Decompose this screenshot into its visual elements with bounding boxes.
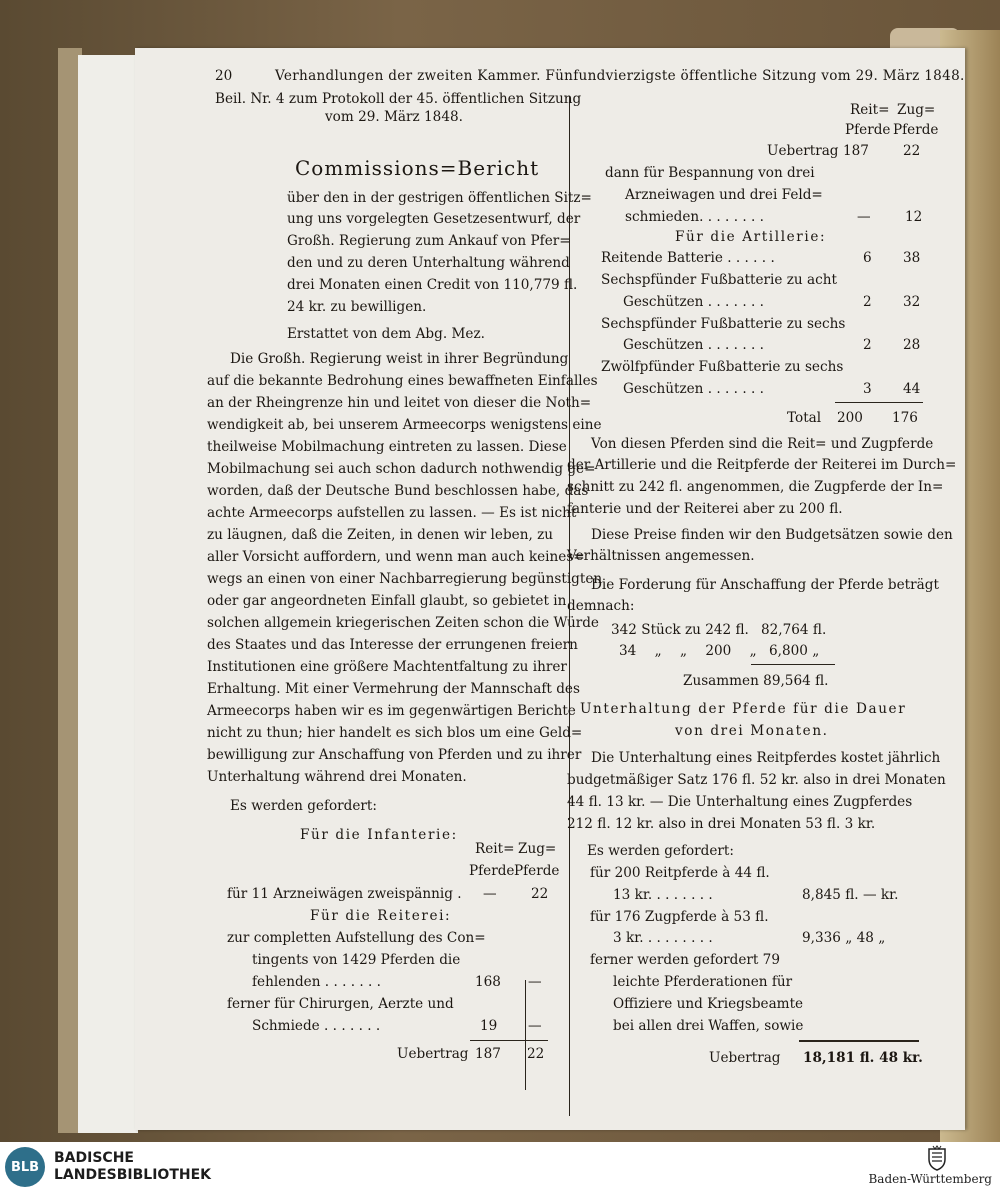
page-number: 20: [215, 68, 233, 84]
column-rule: [525, 980, 526, 1090]
zusammen-line: Zusammen 89,564 fl.: [683, 673, 829, 689]
sum-rule: [470, 1040, 548, 1041]
artillerie-heading: Für die Artillerie:: [675, 229, 827, 245]
beil-line-2: vom 29. März 1848.: [325, 109, 463, 125]
total-rule: [835, 402, 923, 403]
back-leaf: [78, 55, 138, 1133]
report-author: Erstattet von dem Abg. Mez.: [287, 326, 485, 342]
sum-rule: [799, 1040, 919, 1042]
infanterie-heading: Für die Infanterie:: [300, 827, 458, 843]
sum-rule: [751, 664, 835, 665]
coat-of-arms-icon: [926, 1145, 948, 1171]
baden-wuerttemberg-label: Baden-Württemberg: [868, 1172, 992, 1186]
unterhaltung-heading-2: von drei Monaten.: [675, 723, 829, 739]
blb-logo: BLB: [5, 1147, 45, 1187]
col-zug-head-2: Pferde: [514, 863, 560, 879]
r-col-zug-head-2: Pferde: [893, 122, 939, 138]
viewer-footer: [0, 1142, 1000, 1192]
col-reit-head-1: Reit=: [475, 841, 515, 857]
r-gefordert-label: Es werden gefordert:: [587, 843, 734, 859]
running-title: Verhandlungen der zweiten Kammer. Fünfundvierzigste öffentliche Sitzung vom 29. März 1848.: [275, 68, 965, 84]
gefordert-label: Es werden gefordert:: [230, 798, 377, 814]
library-name: BADISCHE LANDESBIBLIOTHEK: [54, 1150, 212, 1183]
r-col-reit-head-2: Pferde: [845, 122, 891, 138]
reiterei-heading: Für die Reiterei:: [310, 908, 452, 924]
col-reit-head-2: Pferde: [469, 863, 515, 879]
unterhaltung-heading-1: Unterhaltung der Pferde für die Dauer: [580, 701, 907, 717]
report-title: Commissions=Bericht: [295, 156, 540, 180]
beil-line-1: Beil. Nr. 4 zum Protokoll der 45. öffentlichen Sitzung: [215, 91, 582, 107]
col-zug-head-1: Zug=: [518, 841, 557, 857]
r-col-zug-head-1: Zug=: [897, 102, 936, 118]
r-col-reit-head-1: Reit=: [850, 102, 890, 118]
document-page: 20 Verhandlungen der zweiten Kammer. Fünfundvierzigste öffentliche Sitzung vom 29. März 1848. Beil. Nr. 4 zum Protokoll der 45. öffentlichen Sitzung vom 29. März 1848. Commissions=Bericht über den in der gestrigen öffentlichen Sitz= ung uns vorgelegten Gesetzesentwurf, der Großh. Regierung zum Ankauf von Pfer= den und zu deren Unterhaltung während drei Monaten einen Credit von 110,779 fl. 24 kr. zu bewilligen. Erstattet von dem Abg. Mez. Die Großh. Regierung weist in ihrer Begründung auf die bekannte Bedrohung eines bewaffneten Einfalles an der Rheingrenze hin und leitet von dieser die Noth= wendigkeit ab, bei unserem Armeecorps wenigstens eine theilweise Mobilmachung eintreten zu lassen. Diese Mobilmachung sei auch schon dadurch nothwendig ge= worden, daß der Deutsche Bund beschlossen habe, das achte Armeecorps aufstellen zu lassen. — Es ist nicht zu läugnen, daß die Zeiten, in denen wir leben, zu aller Vorsicht auffordern, und wenn man auch keines= wegs an einen von einer Nachbarregierung begünstigten oder gar angeordneten Einfall glaubt, so gebietet in solchen allgemein kriegerischen Zeiten schon die Würde des Staates und das Interesse der errungenen freiern Institutionen eine größere Machtentfaltung zu ihrer Erhaltung. Mit einer Vermehrung der Mannschaft des Armeecorps haben wir es im gegenwärtigen Berichte nicht zu thun; hier handelt es sich blos um eine Geld= bewilligung zur Anschaffung von Pferden und zu ihrer Unterhaltung während drei Monaten. Es werden gefordert: Für die Infanterie: Reit= Zug= Pferde Pferde für 11 Arzneiwägen zweispännig . — 22 Für die Reiterei: zur completten Aufstellung des Con= tingents von 1429 Pferden die fehlenden . . . . . . . 168 — ferner für Chirurgen, Aerzte und Schmiede . . . . . . . 19 — Uebertrag 187 22 Reit= Zug= Pferde Pferde Uebertrag 187 22 dann für Bespannung von drei Arzneiwagen und drei Feld= schmieden. . . . . . . . — 12 Für die Artillerie: Reitende Batterie . . . . . . 6 38 Sechspfünder Fußbatterie zu acht Geschützen . . . . . . . 2 32 Sechspfünder Fußbatterie zu sechs Geschützen . . . . . . . 2 28 Zwölfpfünder Fußbatterie zu sechs Geschützen . . . . . . . 3 44 Total 200 176 Von diesen Pferden sind die Reit= und Zugpferde der Artillerie und die Reitpferde der Reiterei im Durch= schnitt zu 242 fl. angenommen, die Zugpferde der In= fanterie und der Reiterei aber zu 200 fl. Diese Preise finden wir den Budgetsätzen sowie den Verhältnissen angemessen. Die Forderung für Anschaffung der Pferde beträgt demnach: 342 Stück zu 242 fl. 82,764 fl. 34 „ „ 200 „ 6,800 „ Zusammen 89,564 fl. Unterhaltung der Pferde für die Dauer von drei Monaten. Die Unterhaltung eines Reitpferdes kostet jährlich budgetmäßiger Satz 176 fl. 52 kr. also in drei Monaten 44 fl. 13 kr. — Die Unterhaltung eines Zugpferdes 212 fl. 12 kr. also in drei Monaten 53 fl. 3 kr. Es werden gefordert: für 200 Reitpferde à 44 fl. 13 kr. . . . . . . . 8,845 fl. — kr. für 176 Zugpferde à 53 fl. 3 kr. . . . . . . . . 9,336 „ 48 „ ferner werden gefordert 79 leichte Pferderationen für Offiziere und Kriegsbeamte bei allen drei Waffen, sowie Uebertrag 18,181 fl. 48 kr.: [135, 48, 965, 1130]
